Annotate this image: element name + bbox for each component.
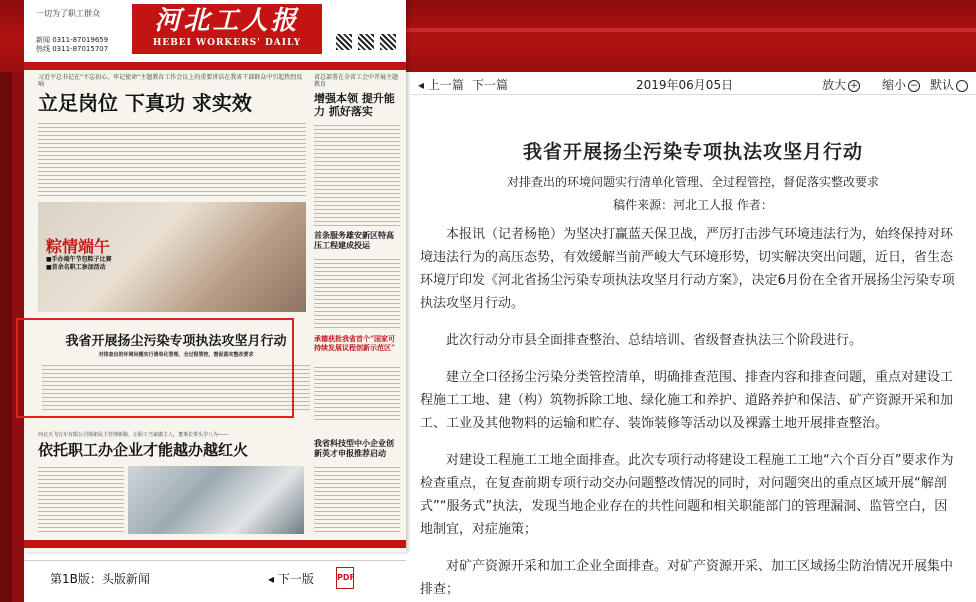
dateline-bar [24,62,406,70]
zoom-out-button[interactable] [882,76,920,93]
article-panel [410,95,976,602]
article-body [420,223,958,602]
lead-headline[interactable]: 立足岗位 下真功 求实效 [38,91,252,115]
banner-stripe [400,28,976,32]
qr-code-icon [336,34,352,50]
side3-body-text [314,364,400,422]
highlight-box [16,318,294,418]
article-subtitle: 对排查出的环境问题实行清单化管理、全过程管控，督促落实整改要求 [506,175,879,189]
photo-bullet-2: ■首余名职工参加活动 [46,264,106,271]
highlight-headline[interactable]: 我省开展扬尘污染专项执法攻坚月行动 [65,334,287,349]
bottom-body-text [38,464,124,534]
article-paragraph: 对建设工程施工工地全面排查。此次专项行动将建设工程施工工地“六个百分百”要求作为检查重点，在复查前期专项行动交办问题整改情况的同时，对问题突出的重点区域开展“解剖式”“服务式”执法，发现当地企业存在的共性问题和相关职能部门的管理漏洞、监管空白，因地制宜，对症施策； [420,453,954,537]
article-paragraph: 建立全口径扬尘污染分类管控清单，明确排查范围、排查内容和排查问题，重点对建设工程施工工地、建（构）筑物拆除工地、绿化施工和养护、道路养护和保洁、矿产资源开采和加工、工业及其他物料的运输和贮存、装饰装修等活动以及裸露土地开展排查整治。 [420,370,954,431]
left-border-dark [0,72,12,602]
article-paragraph: 本报讯（记者杨艳）为坚决打赢蓝天保卫战，严厉打击涉气环境违法行为，始终保持对环境违法行为的高压态势，有效缓解当前严峻大气环境形势，切实解决突出问题，近日，省生态环境厅印发《河北省扬尘污染专项执法攻坚月行动方案》，决定6月份在全省开展扬尘污染专项执法攻坚月行动。 [420,227,955,311]
side-body-text [314,122,400,226]
bottom-headline[interactable]: 依托职工办企业才能越办越红火 [38,441,249,459]
article-source: 稿件来源：河北工人报 作者： [613,198,773,212]
masthead-slogan: 一切为了职工群众 [36,9,100,18]
highlight-subheadline: 对排查出的环境问题实行清单化管理、全过程管控，督促落实整改要求 [98,352,254,358]
edition-bar [24,560,406,595]
zoom-in-button[interactable] [822,76,860,93]
circle-icon [956,80,968,92]
side2-headline[interactable]: 首条服务雄安新区特高压工程建成投运 [314,230,394,250]
zoom-in-label: 放大 [822,78,847,92]
bottom-story-photo[interactable] [128,466,304,534]
next-edition-label: 下一版 [277,572,314,586]
lead-kicker: 习近平总书记在“不忘初心、牢记使命”主题教育工作会议上的重要讲话在我省干部群众中引起热烈反响 [38,74,303,88]
photo-caption: 粽情端午 [46,237,111,256]
footer-bar [24,540,406,548]
newspaper-title [132,4,322,54]
newspaper-title-en: HEBEI WORKERS' DAILY [152,38,302,48]
side-kicker: 省总部署在全省工会中开展主题教育 [314,74,399,88]
prev-article-link[interactable]: ◂ 上一篇 [418,78,464,92]
qr-code-icon [380,34,396,50]
side2-body-text [314,256,400,328]
photo-bullet-1: ■手办端午节包粽子比赛 [46,256,112,263]
next-edition-link[interactable]: ◂ 下一版 [268,572,314,586]
article-nav-bar [410,72,976,95]
plus-icon: + [848,80,860,92]
side3-headline[interactable]: 承德获批我省首个“国家可持续发展议程创新示范区” [314,334,396,352]
masthead-phones [36,36,108,54]
photo-bullets [46,256,112,272]
next-article-link[interactable]: 下一篇 [472,78,509,92]
qr-code-icon [358,34,374,50]
minus-icon: − [908,80,920,92]
side4-body-text [314,464,400,534]
zoom-default-button[interactable] [930,76,968,93]
side-headline[interactable]: 增强本领 提升能力 抓好落实 [314,92,395,118]
zoom-default-label: 默认 [930,78,955,92]
newspaper-page[interactable] [24,0,406,552]
masthead [24,0,406,62]
phone-news: 新闻 0311-87019659 [36,36,109,44]
edition-label[interactable]: 第1B版：头版新闻 [50,572,150,586]
issue-date: 2019年06月05日 [636,78,734,92]
lead-body-text [38,120,306,196]
article-title: 我省开展扬尘污染专项执法攻坚月行动 [522,141,863,163]
phone-hotline: 热线 0311-87015707 [36,45,109,53]
article-paragraph: 此次行动分市县全面排查整治、总结培训、省级督查执法三个阶段进行。 [446,333,863,348]
pdf-icon[interactable]: PDF [336,567,354,589]
zoom-out-label: 缩小 [882,78,907,92]
bottom-kicker: 河北天飞行车有限公司探索民主管理新路，让职工当家做主人，董事长带头学八为—— [38,432,229,438]
masthead-logo [36,6,100,19]
prev-article-label: 上一篇 [427,78,464,92]
article-paragraph: 对矿产资源开采和加工企业全面排查。对矿产资源开采、加工区域扬尘防治情况开展集中排查； [420,559,954,597]
side4-headline[interactable]: 我省科技型中小企业创新英才申报推荐启动 [314,438,394,458]
newspaper-title-cn: 河北工人报 [154,6,300,36]
